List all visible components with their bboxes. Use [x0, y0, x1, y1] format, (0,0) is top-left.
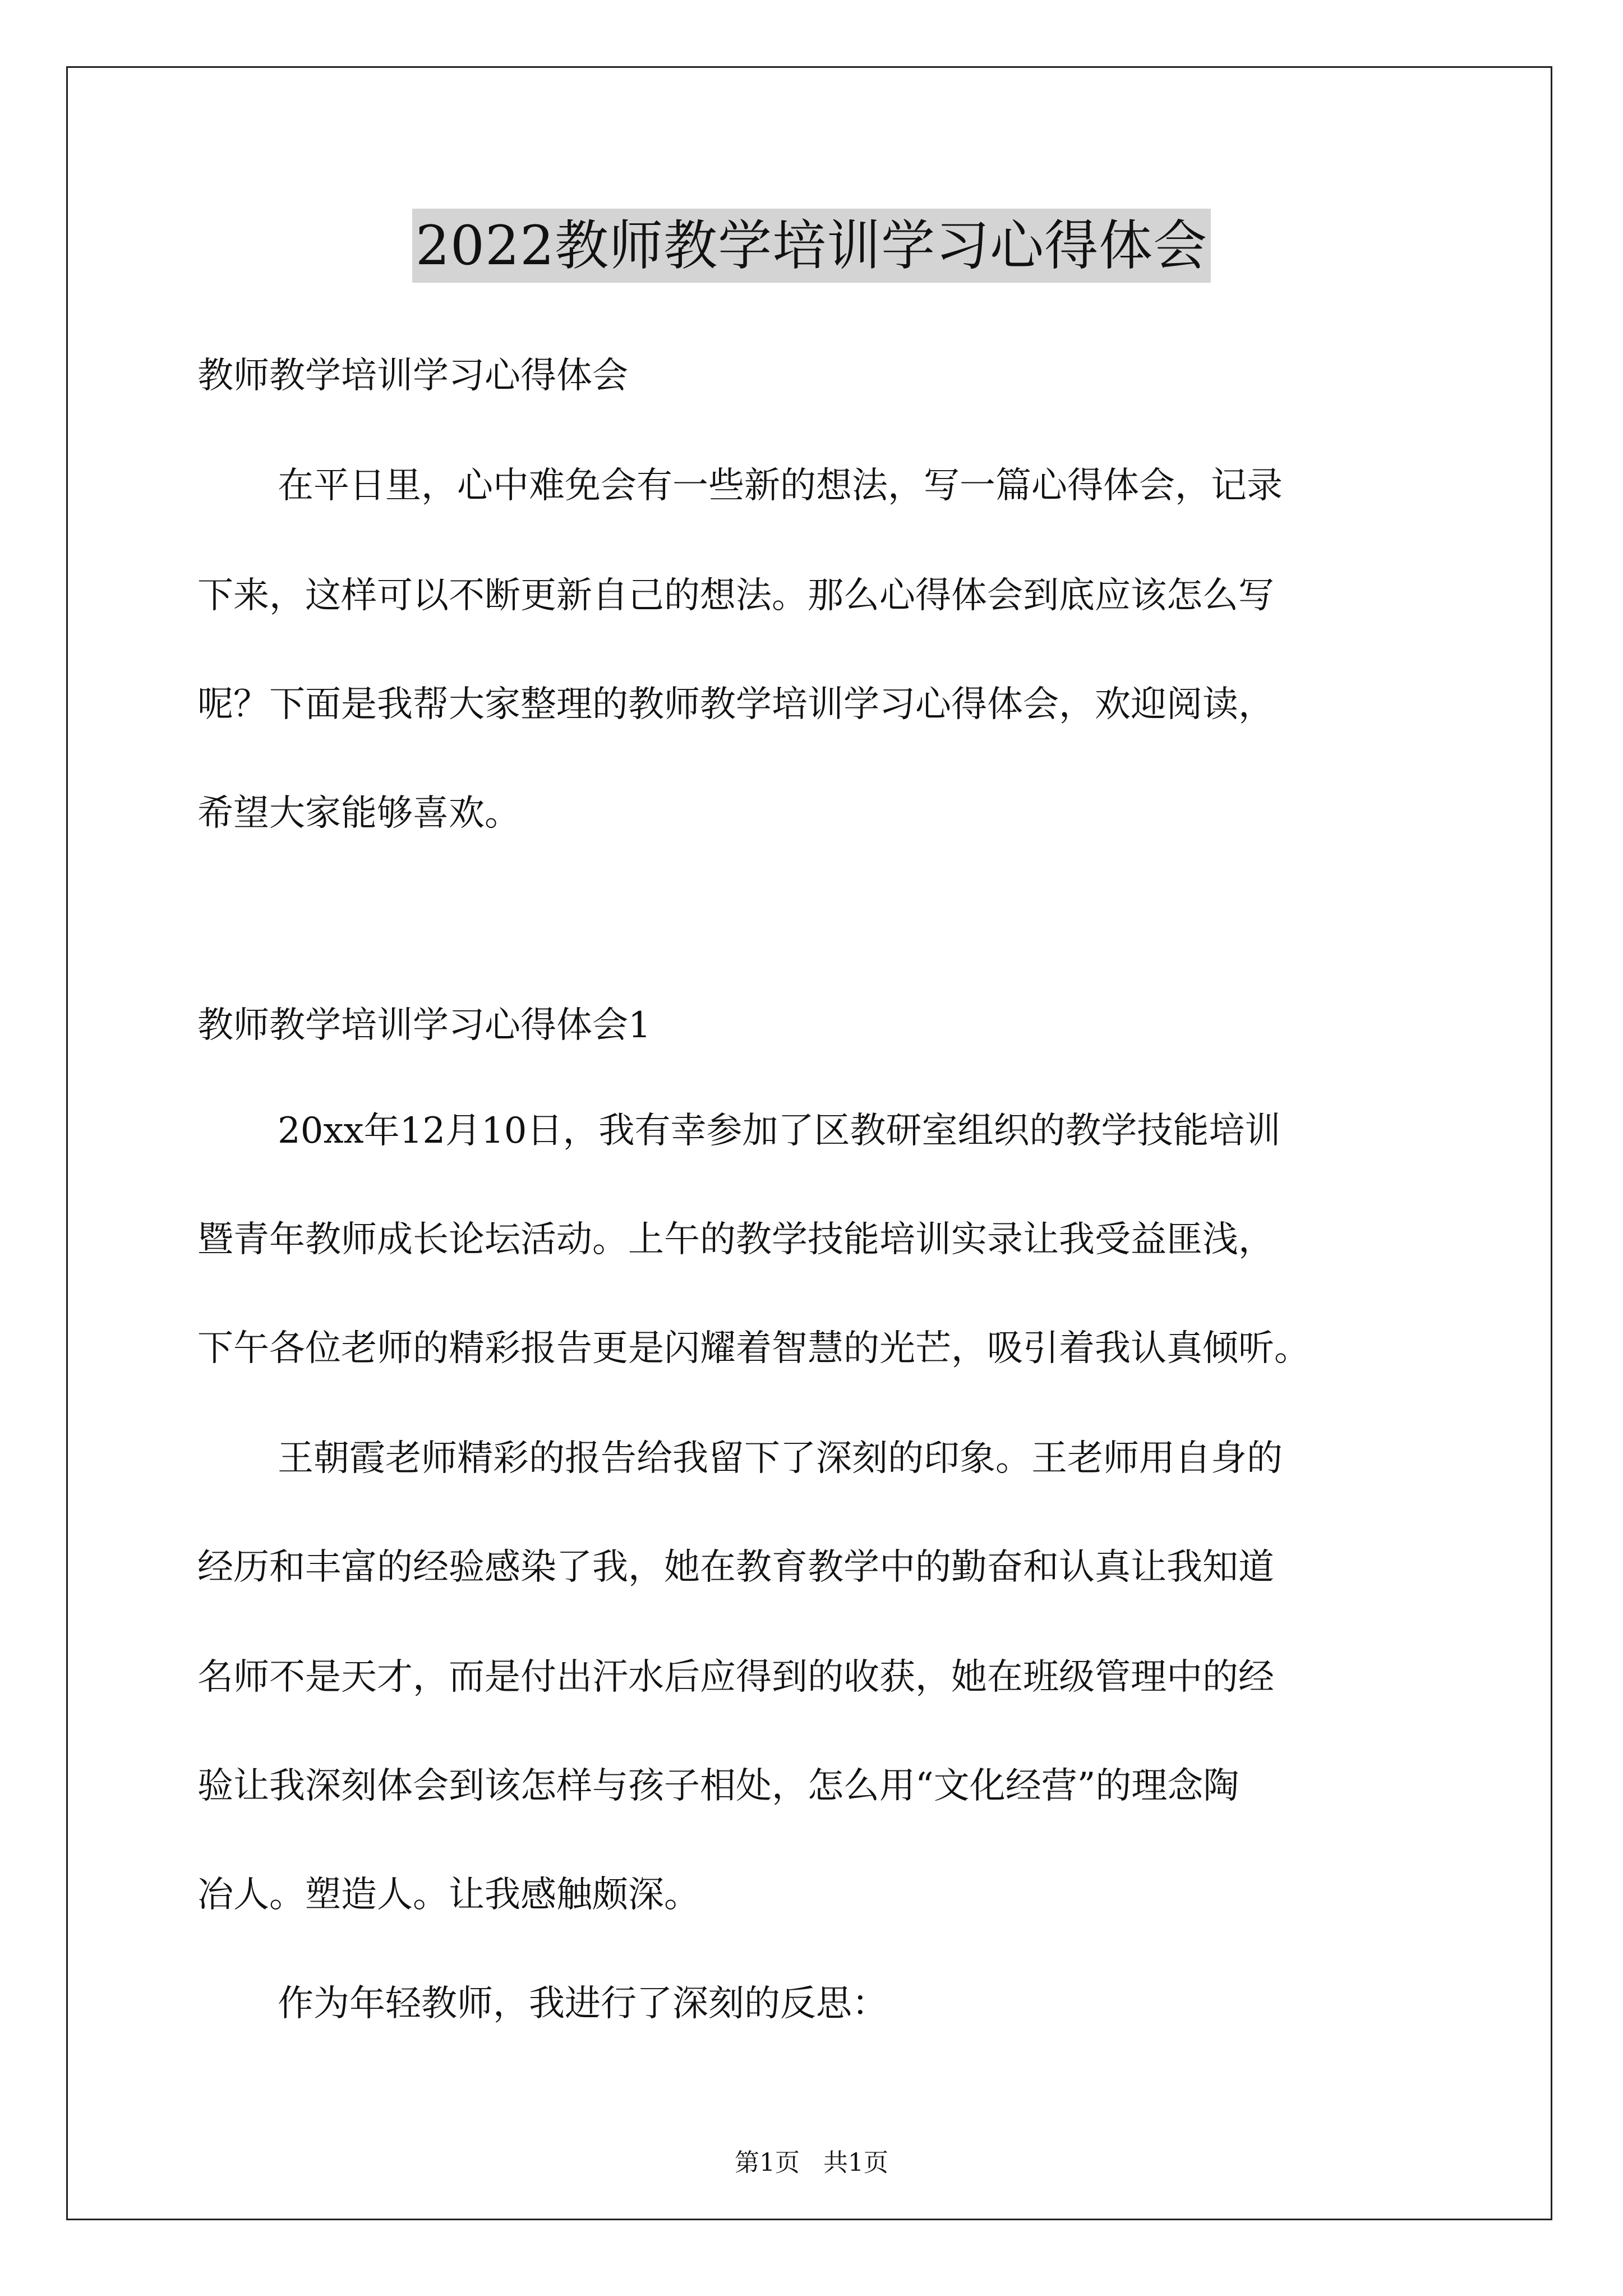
paragraph-line: 经历和丰富的经验感染了我，她在教育教学中的勤奋和认真让我知道	[197, 1547, 1274, 1588]
paragraph-line: 名师不是天才，而是付出汗水后应得到的收获，她在班级管理中的经	[197, 1657, 1274, 1698]
paragraph-line: 验让我深刻体会到该怎样与孩子相处，怎么用“文化经营”的理念陶	[197, 1765, 1239, 1807]
intro-line: 希望大家能够喜欢。	[197, 793, 520, 834]
page-total: 共1页	[823, 2148, 888, 2177]
paragraph-line: 20xx年12月10日，我有幸参加了区教研室组织的教学技能培训	[278, 1110, 1281, 1152]
paragraph-line: 冶人。塑造人。让我感触颇深。	[197, 1874, 700, 1916]
page-number: 第1页	[735, 2148, 800, 2177]
paragraph-line: 下午各位老师的精彩报告更是闪耀着智慧的光芒，吸引着我认真倾听。	[197, 1328, 1310, 1369]
paragraph-line: 作为年轻教师，我进行了深刻的反思：	[278, 1983, 888, 2024]
paragraph-line: 暨青年教师成长论坛活动。上午的教学技能培训实录让我受益匪浅，	[197, 1219, 1274, 1260]
title-container	[0, 209, 1623, 283]
paragraph-line: 王朝霞老师精彩的报告给我留下了深刻的印象。王老师用自身的	[278, 1438, 1283, 1479]
section-heading: 教师教学培训学习心得体会1	[197, 1005, 651, 1046]
intro-line: 在平日里，心中难免会有一些新的想法，写一篇心得体会，记录	[278, 465, 1283, 507]
page-footer	[0, 2146, 1623, 2180]
document-title: 2022教师教学培训学习心得体会	[412, 209, 1211, 283]
intro-line: 下来，这样可以不断更新自己的想法。那么心得体会到底应该怎么写	[197, 575, 1274, 616]
intro-line: 呢？下面是我帮大家整理的教师教学培训学习心得体会，欢迎阅读，	[197, 684, 1274, 725]
document-subtitle: 教师教学培训学习心得体会	[197, 355, 628, 397]
